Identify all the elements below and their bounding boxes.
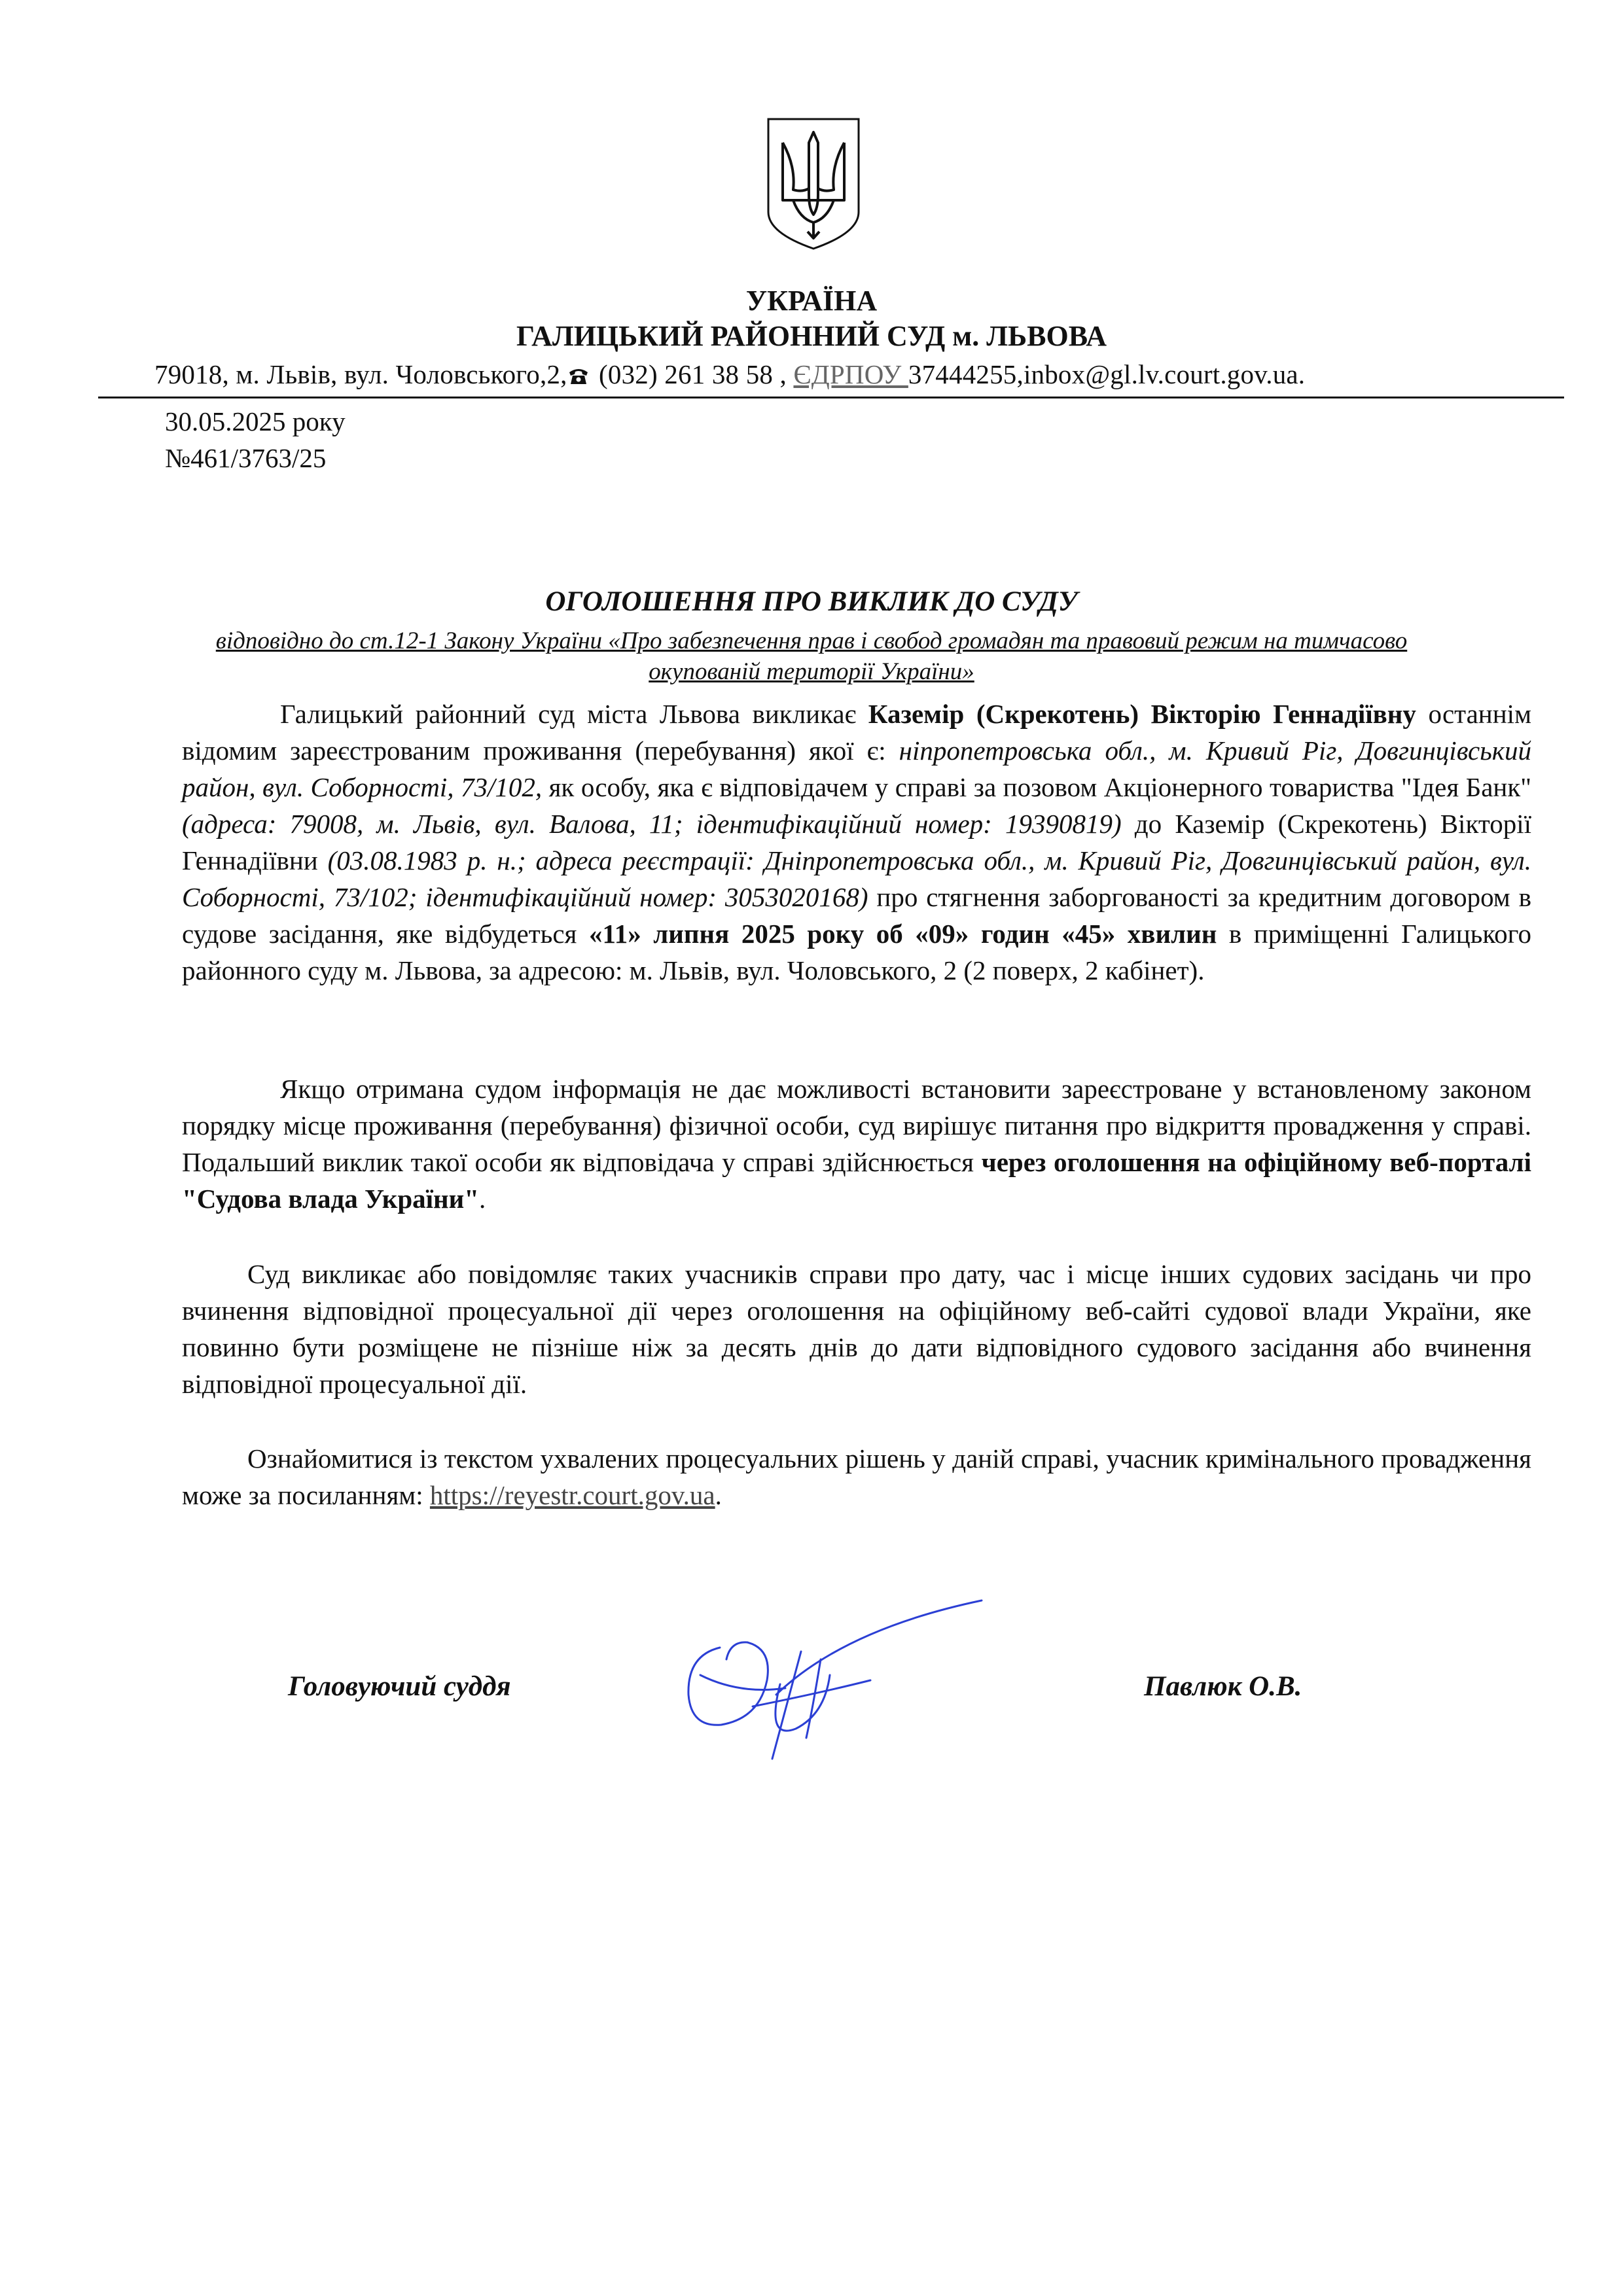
notification-portal: через оголошення на офіційному веб-порталі "Судова влада України" bbox=[182, 1147, 1532, 1214]
edrpou-and-email: 37444255,inbox@gl.lv.court.gov.ua. bbox=[908, 359, 1306, 389]
summons-paragraph bbox=[182, 696, 1531, 989]
court-phone: (032) 261 38 58 , bbox=[592, 359, 794, 389]
notification-paragraph bbox=[182, 1070, 1531, 1217]
hearing-datetime: «11» липня 2025 року об «09» годин «45» хвилин bbox=[588, 919, 1217, 949]
hearing-location: в приміщенні Галицького районного суду м. Львова, за адресою: м. Львів, вул. Чоловського, 2 (2 поверх, 2 кабінет). bbox=[182, 919, 1531, 985]
registry-link[interactable]: https://reyestr.court.gov.ua bbox=[429, 1480, 715, 1510]
court-address: 79018, м. Львів, вул. Чоловського,2, bbox=[154, 359, 567, 389]
handwritten-signature bbox=[661, 1597, 988, 1786]
case-number: №461/3763/25 bbox=[165, 443, 327, 473]
registry-text: . bbox=[715, 1480, 722, 1510]
notice-title: ОГОЛОШЕННЯ ПРО ВИКЛИК ДО СУДУ bbox=[545, 586, 1078, 617]
plaintiff-details: (адреса: 79008, м. Львів, вул. Валова, 11; ідентифікаційний номер: 19390819) bbox=[182, 809, 1122, 839]
defendant-address: ніпропетровська обл., м. Кривий Ріг, Довгинцівський район, вул. Соборності, 73/102, bbox=[182, 735, 1531, 802]
notice-legal-basis: відповідно до ст.12-1 Закону України «Про забезпечення прав і свобод громадян та правовий режим на тимчасово окупованій території України» bbox=[215, 627, 1408, 685]
notification-text: Якщо отримана судом інформація не дає можливості встановити зареєстроване у встановленому законом порядку місце проживання (перебування) фізичної особи, суд вирішує питання про відкриття провадження у справі. Подальший виклик такої особи як відповідача у справі здійснюється bbox=[182, 1074, 1531, 1177]
judge-role: Головуючий суддя bbox=[288, 1671, 511, 1702]
document-date: 30.05.2025 року bbox=[165, 406, 346, 436]
defendant-name: Каземір (Скрекотень) Вікторію Геннадіївну bbox=[868, 699, 1416, 729]
country-heading: УКРАЇНА bbox=[745, 285, 878, 317]
registry-paragraph bbox=[182, 1440, 1531, 1513]
defendant-details: (03.08.1983 р. н.; адреса реєстрації: Дніпропетровська обл., м. Кривий Ріг, Довгинцівський район, вул. Соборності, 73/102; ідентифікаційний номер: 3053020168) bbox=[182, 845, 1531, 912]
summons-text: останнім відомим зареєстрованим проживання (перебування) якої є: bbox=[182, 699, 1532, 766]
summons-text: про стягнення заборгованості за кредитним договором в судове засідання, яке відбудеться bbox=[182, 882, 1531, 949]
court-contact-line bbox=[154, 361, 1305, 388]
court-heading: ГАЛИЦЬКИЙ РАЙОННИЙ СУД м. ЛЬВОВА bbox=[516, 320, 1107, 352]
edrpou-label: ЄДРПОУ bbox=[793, 359, 908, 389]
summons-text: як особу, яка є відповідачем у справі за позовом Акціонерного товариства "Ідея Банк" bbox=[542, 772, 1531, 802]
header-divider bbox=[98, 397, 1564, 398]
telephone-icon bbox=[567, 366, 590, 385]
further-hearings-paragraph: Суд викликає або повідомляє таких учасників справи про дату, час і місце інших судових засідань чи про вчинення відповідної процесуальної дії через оголошення на офіційному веб-сайті судової влади України, яке повинно бути розміщене не пізніше ніж за десять днів до дати відповідного судового засідання або вчинення відповідної процесуальної дії. bbox=[182, 1259, 1531, 1399]
registry-text: Ознайомитися із текстом ухвалених процесуальних рішень у даній справі, учасник кримінального провадження може за посиланням: bbox=[182, 1443, 1531, 1510]
judge-name: Павлюк О.В. bbox=[1144, 1671, 1302, 1702]
summons-text: Галицький районний суд міста Львова викликає bbox=[280, 699, 868, 729]
summons-text: до Каземір (Скрекотень) Вікторії Геннадіївни bbox=[182, 809, 1531, 875]
tryzub-emblem-icon bbox=[764, 116, 863, 251]
notification-text: . bbox=[479, 1184, 486, 1214]
